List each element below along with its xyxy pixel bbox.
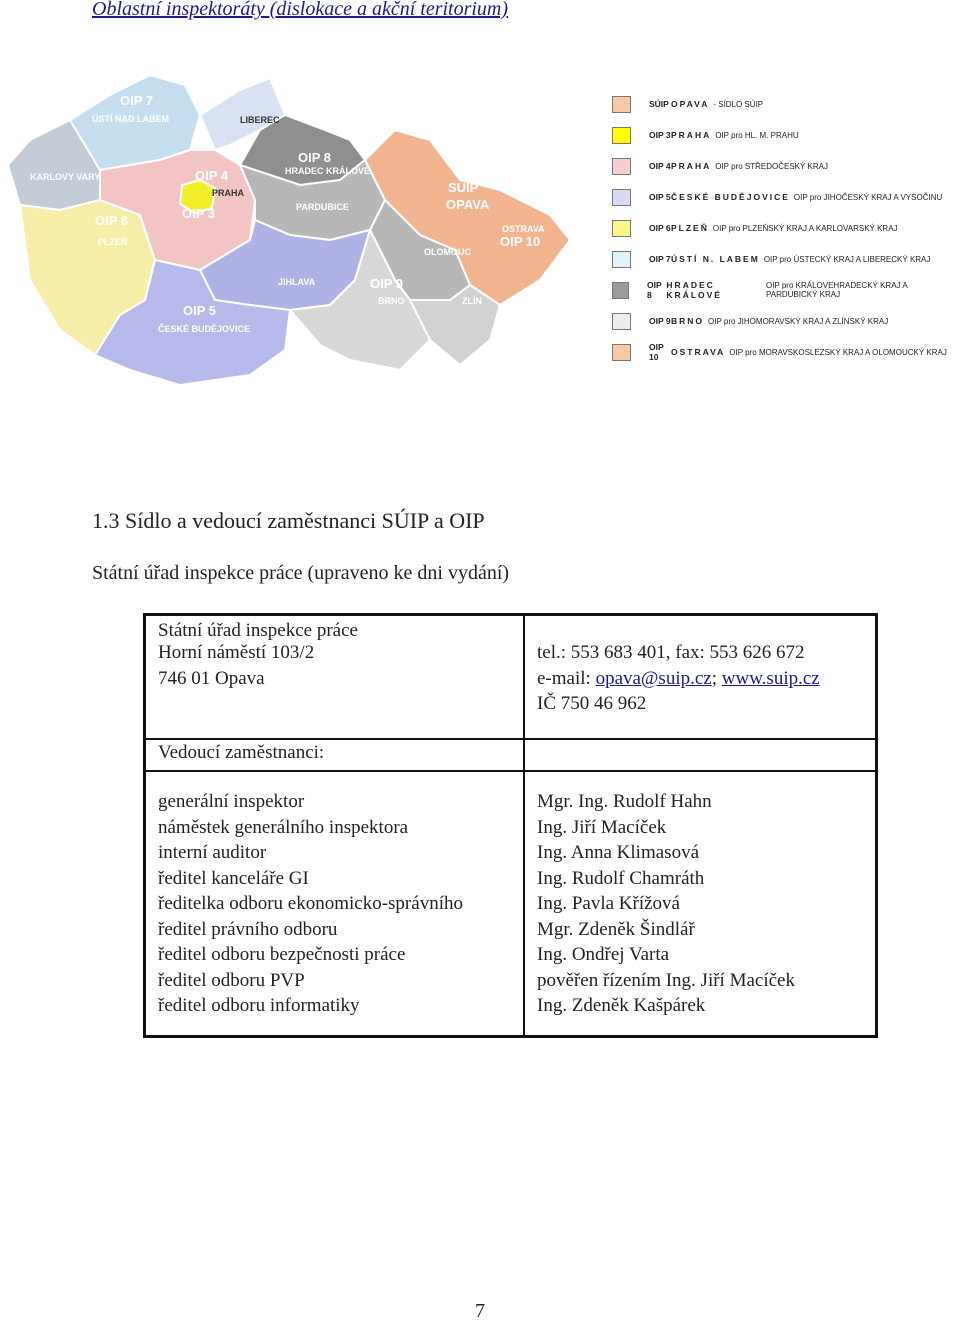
- legend-desc: OIP pro MORAVSKOSLEZSKÝ KRAJ A OLOMOUCKÝ KRAJ: [729, 347, 947, 357]
- map-label-zlin: ZLÍN: [462, 296, 482, 306]
- staff-name: Ing. Zdeněk Kašpárek: [537, 995, 706, 1016]
- map-label-hradec: HRADEC KRÁLOVÉ: [285, 166, 371, 176]
- legend-desc: OIP pro KRÁLOVEHRADECKÝ KRAJ A PARDUBICKÝ KRAJ: [765, 281, 908, 299]
- office-city: 746 01 Opava: [158, 667, 265, 689]
- legend-city: OSTRAVA: [671, 347, 726, 357]
- office-name: Státní úřad inspekce práce: [158, 620, 358, 640]
- legend-item: [612, 94, 763, 114]
- staff-role: ředitel odboru informatiky: [158, 995, 360, 1016]
- legend-city: OPAVA: [671, 99, 710, 109]
- legend-swatch: [612, 127, 631, 144]
- map-label-ceske-budejovice: ČESKÉ BUDĚJOVICE: [158, 324, 251, 334]
- staff-name: Ing. Rudolf Chamráth: [537, 867, 705, 889]
- legend-desc: OIP pro JIHOČESKÝ KRAJ A VYSOČINU: [793, 192, 943, 202]
- legend-swatch: [612, 313, 631, 330]
- section-heading-link[interactable]: Oblastní inspektoráty (dislokace a akční teritorium): [92, 0, 509, 20]
- map-label-praha: PRAHA: [212, 188, 245, 198]
- legend-swatch: [612, 344, 631, 361]
- section-subtitle: Státní úřad inspekce práce (upraveno ke dni vydání): [92, 562, 510, 584]
- map-label-oip6: OIP 6: [95, 213, 129, 228]
- office-ic: IČ 750 46 962: [537, 693, 647, 714]
- map-label-oip3: OIP 3: [182, 206, 216, 221]
- legend-city: ÚSTÍ N. LABEM: [671, 254, 760, 264]
- legend-code: OIP 10: [649, 342, 664, 362]
- legend-city: PLZEŇ: [671, 223, 709, 233]
- legend-item: [612, 156, 828, 176]
- legend-swatch: [612, 96, 631, 113]
- map-label-plzen: PLZEŇ: [98, 237, 128, 247]
- map-label-brno: BRNO: [378, 296, 405, 306]
- map-label-oip4: OIP 4: [195, 168, 229, 183]
- legend-city: BRNO: [671, 316, 705, 326]
- staff-list-row: [145, 771, 877, 1036]
- legend-item: [612, 342, 947, 362]
- map-label-liberec: LIBEREC: [240, 115, 280, 125]
- legend-item: [612, 280, 958, 300]
- map-label-oip9: OIP 9: [370, 276, 404, 291]
- staff-role: ředitel odboru PVP: [158, 969, 305, 991]
- staff-role: generální inspektor: [158, 791, 305, 812]
- legend-city: PRAHA: [671, 130, 712, 140]
- staff-name: Ing. Jiří Macíček: [537, 816, 667, 838]
- office-address-cell: [145, 615, 525, 740]
- map-label-usti: ÚSTÍ NAD LABEM: [92, 114, 169, 124]
- link-separator: ;: [711, 667, 722, 689]
- legend-swatch: [612, 220, 631, 237]
- legend-code: OIP 9: [649, 316, 671, 326]
- staff-role: náměstek generálního inspektora: [158, 816, 409, 838]
- legend-code: OIP 5: [649, 192, 671, 202]
- map-label-karlovy-vary: KARLOVY VARY: [30, 172, 101, 182]
- legend-code: OIP 3: [649, 130, 671, 140]
- legend-item: [612, 311, 888, 331]
- legend-item: [612, 125, 799, 145]
- staff-heading: Vedoucí zaměstnanci:: [158, 742, 325, 763]
- office-info-table: [143, 613, 878, 1038]
- legend-desc: OIP pro JIHOMORAVSKÝ KRAJ A ZLÍNSKÝ KRAJ: [708, 316, 889, 326]
- legend-code: SÚIP: [649, 99, 669, 109]
- staff-name: Mgr. Zdeněk Šindlář: [537, 918, 695, 940]
- map-label-pardubice: PARDUBICE: [296, 202, 349, 212]
- office-contact-cell: [524, 615, 877, 740]
- staff-role: interní auditor: [158, 842, 267, 863]
- office-street: Horní náměstí 103/2: [158, 642, 315, 663]
- legend-desc: OIP pro ÚSTECKÝ KRAJ A LIBERECKÝ KRAJ: [763, 254, 931, 264]
- office-phone: tel.: 553 683 401, fax: 553 626 672: [537, 642, 805, 663]
- map-label-oip5: OIP 5: [183, 303, 217, 318]
- staff-heading-row: [145, 739, 877, 771]
- staff-name: Mgr. Ing. Rudolf Hahn: [537, 791, 712, 812]
- staff-name: Ing. Pavla Křížová: [537, 893, 680, 914]
- legend-code: OIP 4: [649, 161, 671, 171]
- office-address-row: [145, 615, 877, 740]
- legend-code: OIP 8: [647, 280, 662, 300]
- staff-role: ředitel odboru bezpečnosti práce: [158, 944, 406, 965]
- legend-city: ČESKÉ BUDĚJOVICE: [671, 192, 790, 202]
- staff-heading-cell: [145, 739, 525, 771]
- staff-names-cell: [524, 771, 877, 1036]
- map-label-oip7: OIP 7: [120, 93, 154, 108]
- legend-code: OIP 6: [649, 223, 671, 233]
- legend-swatch: [612, 251, 631, 268]
- section-title: 1.3 Sídlo a vedoucí zaměstnanci SÚIP a OIP: [92, 508, 485, 533]
- legend-swatch: [612, 158, 631, 175]
- legend-item: [612, 218, 898, 238]
- legend-swatch: [612, 189, 631, 206]
- map-label-suip: SÚIP: [448, 180, 479, 195]
- map-label-ostrava: OSTRAVA: [502, 224, 545, 234]
- map-label-jihlava: JIHLAVA: [278, 277, 316, 287]
- legend-city: HRADEC KRÁLOVÉ: [666, 280, 722, 300]
- legend-item: [612, 187, 942, 207]
- map-label-oip10: OIP 10: [500, 234, 541, 249]
- map-label-opava: OPAVA: [446, 197, 490, 212]
- legend-desc: OIP pro HL. M. PRAHU: [715, 130, 799, 140]
- web-link[interactable]: www.suip.cz: [721, 667, 820, 689]
- legend-code: OIP 7: [649, 254, 671, 264]
- staff-name: pověřen řízením Ing. Jiří Macíček: [537, 969, 795, 991]
- map-label-olomouc: OLOMOUC: [424, 247, 471, 257]
- legend-desc: OIP pro PLZEŇSKÝ KRAJ A KARLOVARSKÝ KRAJ: [712, 223, 898, 233]
- staff-role: ředitel právního odboru: [158, 918, 338, 940]
- staff-heading-empty-cell: [524, 739, 877, 771]
- staff-name: Ing. Ondřej Varta: [537, 944, 670, 965]
- staff-role: ředitel kanceláře GI: [158, 867, 309, 889]
- legend-item: [612, 249, 930, 269]
- czech-regions-map: [0, 60, 600, 400]
- page-number: 7: [475, 1300, 485, 1322]
- staff-role: ředitelka odboru ekonomicko-správního: [158, 893, 463, 914]
- office-email-line: [537, 666, 875, 692]
- legend-desc: OIP pro STŘEDOČESKÝ KRAJ: [715, 161, 829, 171]
- legend-city: PRAHA: [671, 161, 712, 171]
- legend-swatch: [612, 282, 629, 299]
- email-prefix: e-mail:: [537, 667, 596, 689]
- email-link[interactable]: opava@suip.cz: [595, 667, 712, 689]
- staff-roles-cell: [145, 771, 525, 1036]
- legend-desc: - SÍDLO SÚIP: [713, 99, 764, 109]
- staff-name: Ing. Anna Klimasová: [537, 842, 700, 863]
- map-label-oip8: OIP 8: [298, 150, 332, 165]
